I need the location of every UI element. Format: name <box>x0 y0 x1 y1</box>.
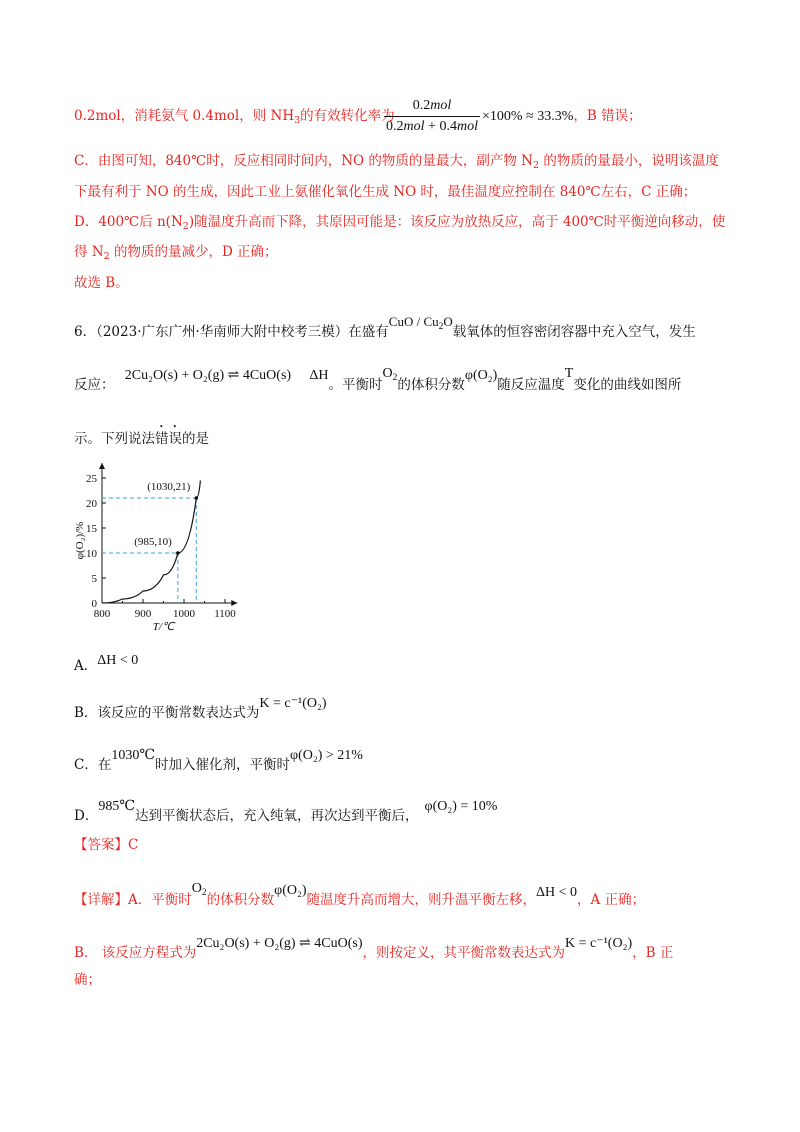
y-tick-label: 10 <box>86 548 97 560</box>
point-label: (1030,21) <box>147 481 191 493</box>
y-axis-arrow <box>99 463 105 469</box>
y-tick-label: 5 <box>91 573 97 585</box>
detail-line1: 【详解】A．平衡时$O_2$的体积分数φ(O₂)随温度升高而增大，则升温平衡左移，ΔH < 0，A 正确； <box>74 881 646 908</box>
paragraph-c-line1: C．由图可知，840℃时，反应相同时间内，NO 的物质的量最大，副产物 $N_2$ 的物质的量最小，说明该温度 <box>74 153 719 171</box>
paragraph-d-line2: 得 $N_2$ 的物质的量减少，D 正确； <box>74 244 278 262</box>
question-6-line1: 6．（2023·广东广州·华南师大附中校考三模）在盛有CuO / $Cu_2O$载氧体的恒容密闭容器中充入空气，发生 <box>74 314 696 340</box>
conversion-fraction: 0.2mol 0.2mol + 0.4mol <box>384 98 480 135</box>
carrier-formula: CuO / $Cu_2O$ <box>388 314 453 332</box>
y-tick-label: 0 <box>91 598 97 610</box>
question-6-line3: 示。下列说法错误的是 <box>74 431 209 447</box>
conversion-tail: ×100% ≈ 33.3%，B 错误； <box>482 108 642 124</box>
y-tick-label: 20 <box>86 498 97 510</box>
option-b: B．该反应的平衡常数表达式为K = c⁻¹(O₂) <box>74 696 327 721</box>
answer: 【答案】C <box>74 837 139 853</box>
option-d: D．985℃达到平衡状态后，充入纯氧，再次达到平衡后，φ(O₂) = 10% <box>74 799 498 824</box>
y-tick-label: 25 <box>86 473 97 485</box>
detail-line2: B． 该反应方程式为2Cu₂O(s) + O₂(g) ⇌ 4CuO(s)，则按定义，其平衡常数表达式为K = c⁻¹(O₂)，B 正 <box>74 936 674 961</box>
option-a: A．ΔH < 0 <box>74 653 139 674</box>
y-axis-label: φ(O₂)/% <box>74 521 86 560</box>
phi-o2-vs-temperature-chart <box>74 452 254 638</box>
paragraph-b-conclusion: 0.2mol，消耗氨气 0.4mol，则 $NH_3$的有效转化率为 <box>74 108 395 126</box>
x-tick-label: 1000 <box>173 608 195 620</box>
option-c: C．在1030℃时加入催化剂，平衡时φ(O₂) > 21% <box>74 748 363 773</box>
x-tick-label: 1100 <box>214 608 236 620</box>
paragraph-c-line2: 下最有利于 NO 的生成，因此工业上氨催化氧化生成 NO 时，最佳温度应控制在 840℃左右，C 正确； <box>74 184 697 200</box>
detail-line3: 确； <box>74 972 101 988</box>
reaction-equation: 2Cu₂O(s) + O₂(g) ⇌ 4CuO(s) <box>124 368 292 383</box>
x-tick-label: 900 <box>134 608 152 620</box>
x-axis-label: T/℃ <box>152 621 175 633</box>
paragraph-d-line1: D．400℃后 $n(N_2)$随温度升高而下降，其原因可能是：该反应为放热反应，高于 400℃时平衡逆向移动，使 <box>74 214 726 232</box>
point-label: (985,10) <box>134 536 172 548</box>
x-tick-label: 800 <box>93 608 111 620</box>
y-tick-label: 15 <box>86 523 97 535</box>
question-6-line2: 反应： 2Cu₂O(s) + O₂(g) ⇌ 4CuO(s) ΔH。平衡时$O_2$的体积分数φ(O₂)随反应温度T变化的曲线如图所 <box>74 366 682 393</box>
paragraph-conclusion: 故选 B。 <box>74 275 129 291</box>
x-axis-arrow <box>231 600 237 606</box>
